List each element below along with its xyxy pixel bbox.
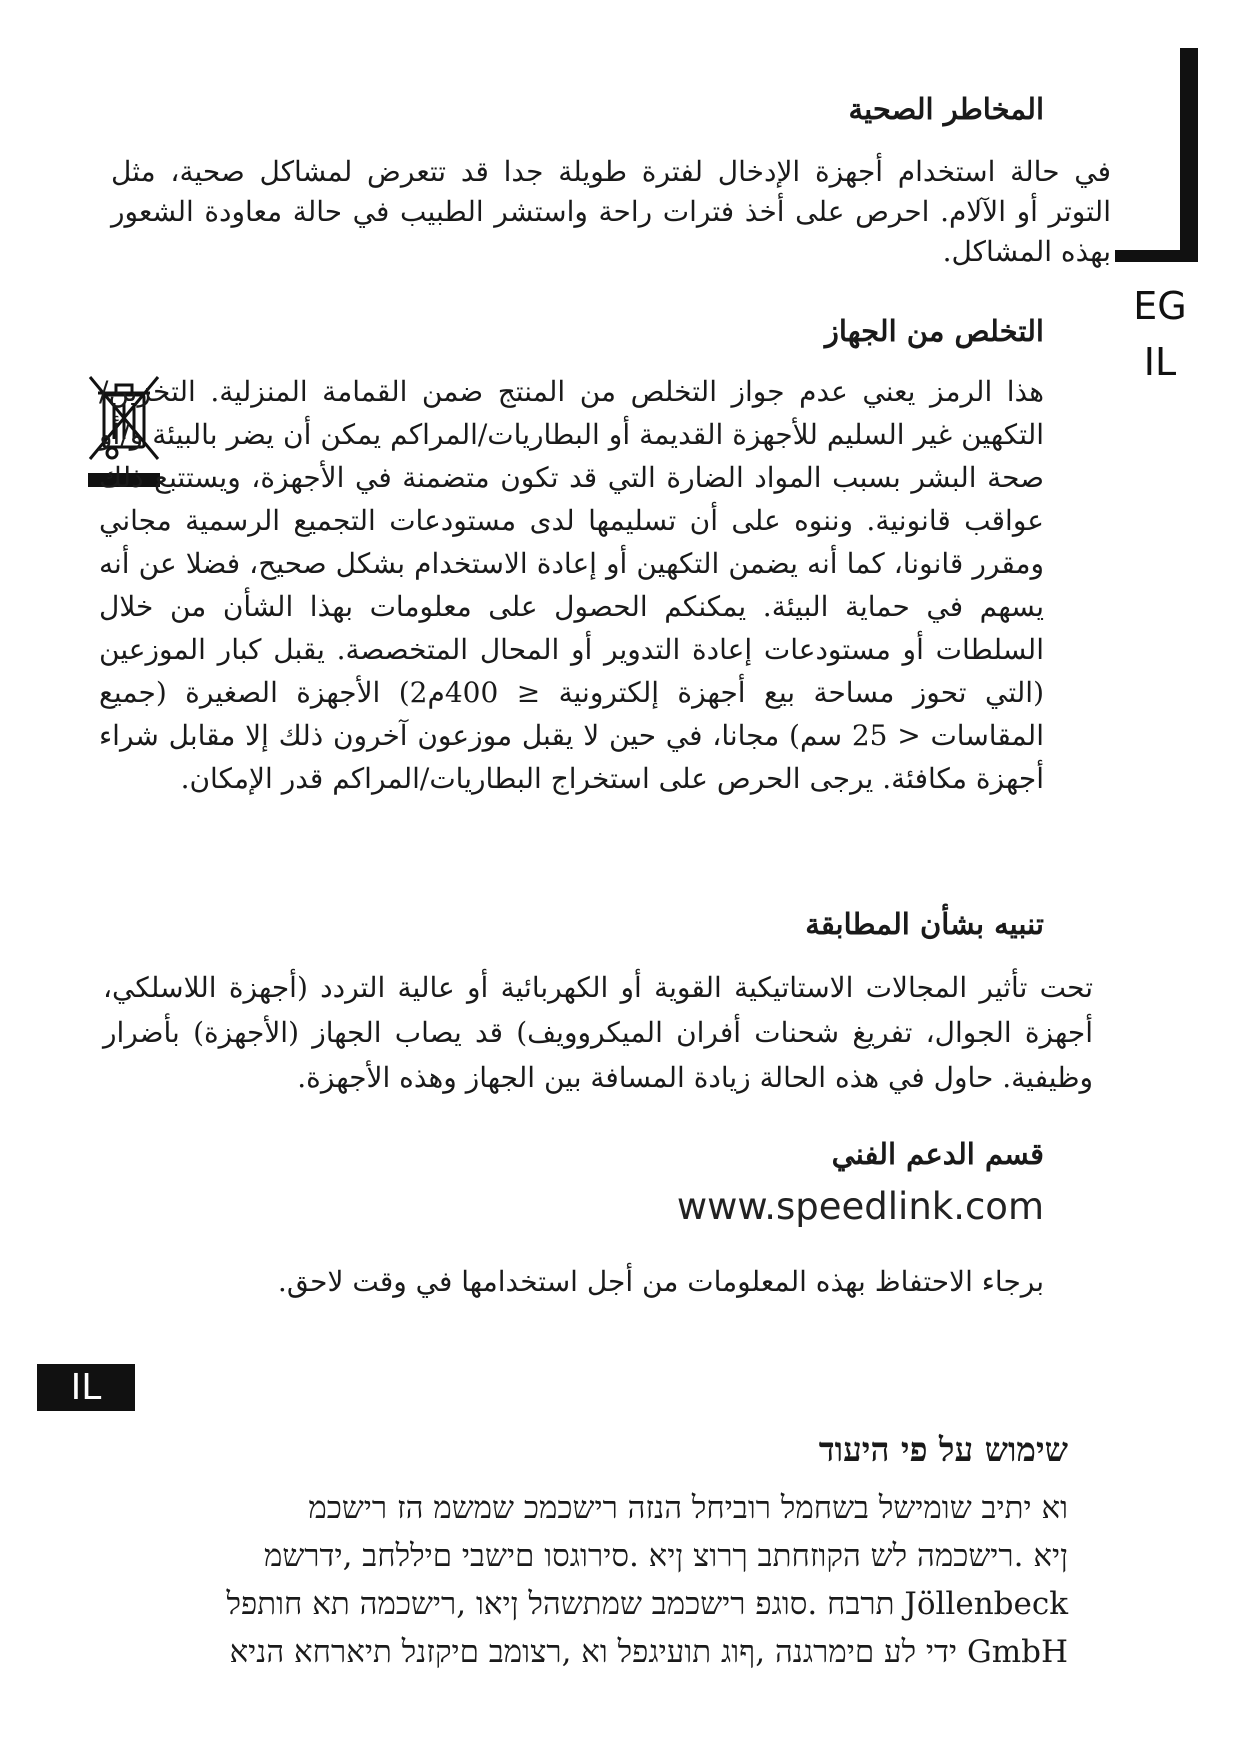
hebrew-line-4: GmbH ידי לע םימרגנה ,ףוג תועיגפל וא ,רצומב םיקזנל תיארחא הניא — [229, 1634, 1068, 1670]
support-heading: قسم الدعم الفني — [831, 1137, 1044, 1171]
health-body: في حالة استخدام أجهزة الإدخال لفترة طويلة جدا قد تتعرض لمشاكل صحية، مثل التوتر أو الآلام. احرص على أخذ فترات راحة واستشر الطبيب في حالة معاودة الشعور بهذه المشاكل. — [111, 155, 1111, 268]
language-codes — [1125, 278, 1195, 390]
disposal-heading: التخلص من الجهاز — [824, 314, 1044, 348]
hebrew-line-3: Jöllenbeck תרבח .סוגפ רישכמב שמתשהל ןיאו ,רישכמה תא חותפל — [226, 1586, 1068, 1622]
disposal-body: هذا الرمز يعني عدم جواز التخلص من المنتج ضمن القمامة المنزلية. التخزين/التكهين غير السليم للأجهزة القديمة أو البطاريات/المراكم يمكن أن يضر بالبيئة و/أو صحة البشر بسبب المواد الضارة التي قد تكون متضمنة في الأجهزة، ويستتبع ذلك عواقب قانونية. وننوه على أن تسليمها لدى مستودعات التجميع الرسمية مجاني ومقرر قانونا، كما أنه يضمن التكهين أو إعادة الاستخدام بشكل صحيح، فضلا عن أنه يسهم في حماية البيئة. يمكنكم الحصول على معلومات بهذا الشأن من خلال السلطات أو مستودعات إعادة التدوير أو المحال المتخصصة. يقبل كبار الموزعين (التي تحوز مساحة بيع أجهزة إلكترونية ≤ 400م2) الأجهزة الصغيرة (جميع المقاسات < 25 سم) مجانا، في حين لا يقبل موزعون آخرون ذلك إلا مقابل شراء أجهزة مكافئة. يرجى الحرص على استخراج البطاريات/المراكم قدر الإمكان. — [99, 375, 1045, 795]
hebrew-line-1: וא יתיב שומישל בשחמל רוביחל הנזה רישכמכ שמשמ הז רישכמ — [308, 1490, 1068, 1526]
conformity-body: تحت تأثير المجالات الاستاتيكية القوية أو الكهربائية أو عالية التردد (أجهزة اللاسلكي، أجهزة الجوال، تفريغ شحنات أفران الميكروويف) قد يصاب الجهاز (الأجهزة) بأضرار وظيفية. حاول في هذه الحالة زيادة المسافة بين الجهاز وهذه الأجهزة. — [103, 971, 1093, 1094]
lang-code-il: IL — [1143, 340, 1177, 384]
hebrew-line-2: ןיא .רישכמה לש הקוזחתב ךרוצ ןיא .סירוגסו םישבי םיללחב ,ידרשמ — [263, 1538, 1068, 1574]
conformity-heading: تنبيه بشأن المطابقة — [805, 907, 1044, 941]
corner-bracket-vertical — [1180, 48, 1198, 262]
support-url[interactable]: www.speedlink.com — [676, 1185, 1044, 1228]
hebrew-heading: שימוש על פי היעוד — [818, 1430, 1068, 1469]
il-language-badge: IL — [37, 1364, 135, 1411]
lang-code-eg: EG — [1133, 284, 1187, 328]
corner-bracket-horizontal — [1115, 250, 1198, 262]
health-heading: المخاطر الصحية — [848, 92, 1044, 126]
keep-info-note: برجاء الاحتفاظ بهذه المعلومات من أجل استخدامها في وقت لاحق. — [277, 1265, 1044, 1298]
